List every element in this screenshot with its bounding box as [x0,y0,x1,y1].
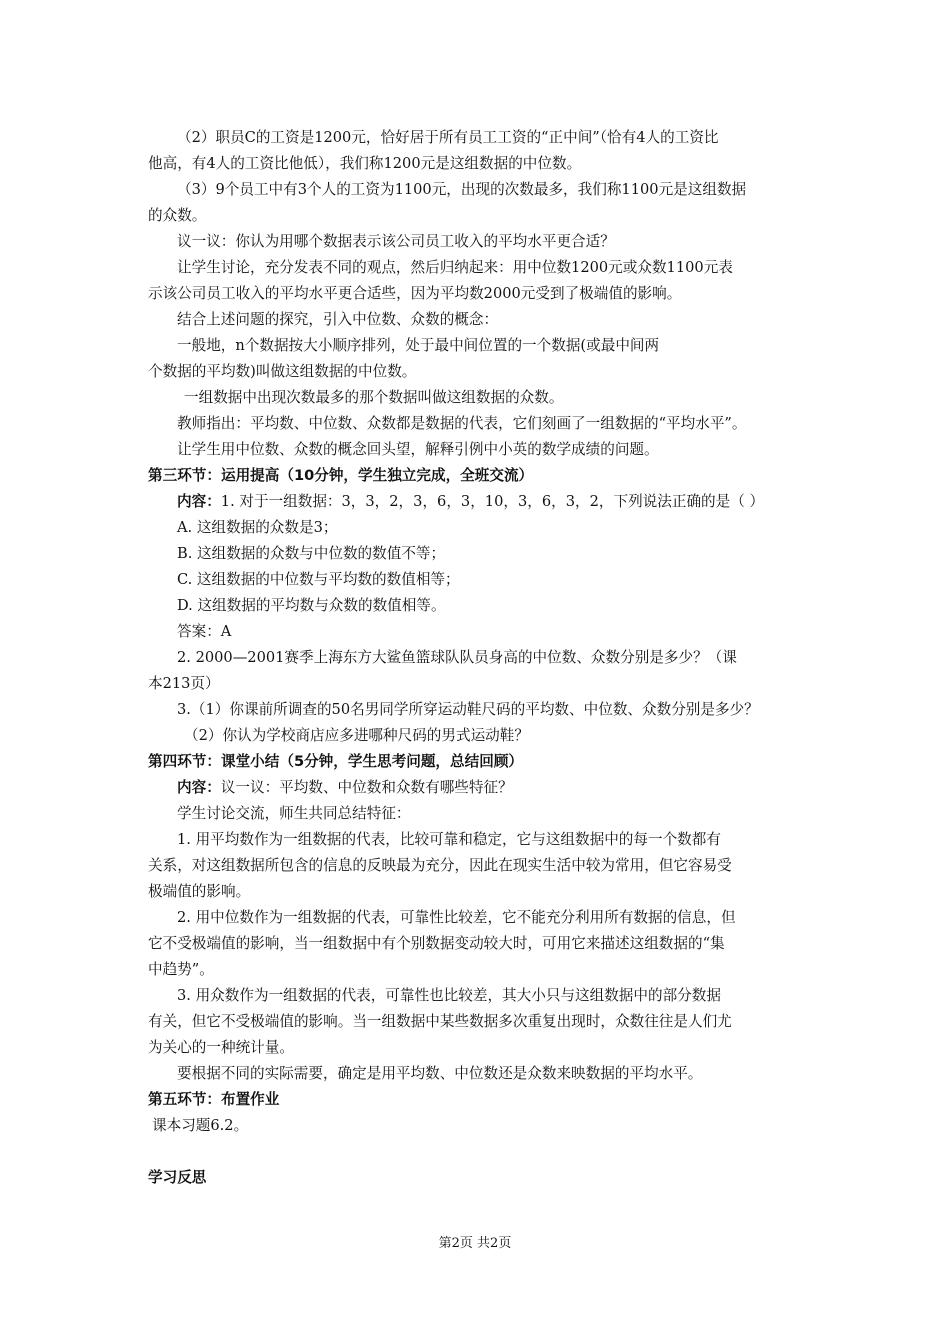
paragraph-line: 为关心的一种统计量。 [148,1039,294,1056]
paragraph-line: 示该公司员工收入的平均水平更合适些，因为平均数2000元受到了极端值的影响。 [148,285,682,302]
paragraph-line: 个数据的平均数)叫做这组数据的中位数。 [148,363,417,380]
paragraph-line: 它不受极端值的影响，当一组数据中有个别数据变动较大时，可用它来描述这组数据的“集 [148,935,725,952]
paragraph-line: （2）职员C的工资是1200元，恰好居于所有员工工资的“正中间”（恰有4人的工资比 [177,129,719,146]
option-b: B. 这组数据的众数与中位数的数值不等； [177,545,446,562]
paragraph-line: 2. 用中位数作为一组数据的代表，可靠性比较差，它不能充分利用所有数据的信息，但 [177,909,736,926]
reflection-heading: 学习反思 [148,1169,207,1186]
content-label: 内容： [177,493,221,510]
paragraph-line: 的众数。 [148,207,207,224]
exercise-1 [177,489,764,514]
option-a: A. 这组数据的众数是3； [177,519,338,536]
paragraph-line: 议一议：你认为用哪个数据表示该公司员工收入的平均水平更合适？ [177,233,615,250]
section-5-heading: 第五环节：布置作业 [148,1091,280,1108]
question-3: 3.（1）你课前所调查的50名男同学所穿运动鞋尺码的平均数、中位数、众数分别是多少？ [177,701,759,718]
content-label: 内容： [177,779,221,796]
paragraph-line: 让学生讨论，充分发表不同的观点，然后归纳起来：用中位数1200元或众数1100元表 [177,259,733,276]
paragraph-line: 一般地，n个数据按大小顺序排列，处于最中间位置的一个数据(或最中间两 [177,337,660,354]
paragraph-line: 结合上述问题的探究，引入中位数、众数的概念： [177,311,499,328]
homework-line: 课本习题6.2。 [152,1117,249,1134]
question-3-part-2: （2）你认为学校商店应多进哪种尺码的男式运动鞋？ [184,727,529,744]
question-2: 2. 2000—2001赛季上海东方大鲨鱼篮球队队员身高的中位数、众数分别是多少？（课 [177,649,737,666]
page-footer: 第2页 共2页 [438,1236,512,1251]
paragraph-line: 关系，对这组数据所包含的信息的反映最为充分，因此在现实生活中较为常用，但它容易受 [148,857,732,874]
paragraph-line: 要根据不同的实际需要，确定是用平均数、中位数还是众数来映数据的平均水平。 [177,1065,703,1082]
paragraph-line: （3）9个员工中有3个人的工资为1100元，出现的次数最多，我们称1100元是这组数据 [177,181,747,198]
paragraph-line: 学生讨论交流，师生共同总结特征： [177,805,411,822]
question-1: 1. 对于一组数据：3，3，2，3，6，3，10，3，6，3，2，下列说法正确的是（ ） [220,493,765,510]
paragraph-line: 一组数据中出现次数最多的那个数据叫做这组数据的众数。 [184,389,564,406]
summary-intro [177,775,513,800]
paragraph-line: 3. 用众数作为一组数据的代表，可靠性也比较差，其大小只与这组数据中的部分数据 [177,987,721,1004]
section-3-heading: 第三环节：运用提高（10分钟，学生独立完成，全班交流） [148,467,534,484]
paragraph-line: 中趋势”。 [148,961,214,978]
paragraph-line: 1. 用平均数作为一组数据的代表，比较可靠和稳定，它与这组数据中的每一个数都有 [177,831,721,848]
question-2-cont: 本213页） [148,675,220,692]
paragraph-line: 极端值的影响。 [148,883,251,900]
paragraph-line: 他高，有4人的工资比他低），我们称1200元是这组数据的中位数。 [148,155,582,172]
section-4-heading: 第四环节：课堂小结（5分钟，学生思考问题，总结回顾） [148,753,524,770]
summary-question: 议一议：平均数、中位数和众数有哪些特征？ [220,779,513,796]
option-d: D. 这组数据的平均数与众数的数值相等。 [177,597,446,614]
option-c: C. 这组数据的中位数与平均数的数值相等； [177,571,460,588]
paragraph-line: 让学生用中位数、众数的概念回头望，解释引例中小英的数学成绩的问题。 [177,441,659,458]
paragraph-line: 有关，但它不受极端值的影响。当一组数据中某些数据多次重复出现时，众数往往是人们尤 [148,1013,732,1030]
answer: 答案：A [177,623,232,640]
paragraph-line: 教师指出：平均数、中位数、众数都是数据的代表，它们刻画了一组数据的“平均水平”。 [177,415,747,432]
